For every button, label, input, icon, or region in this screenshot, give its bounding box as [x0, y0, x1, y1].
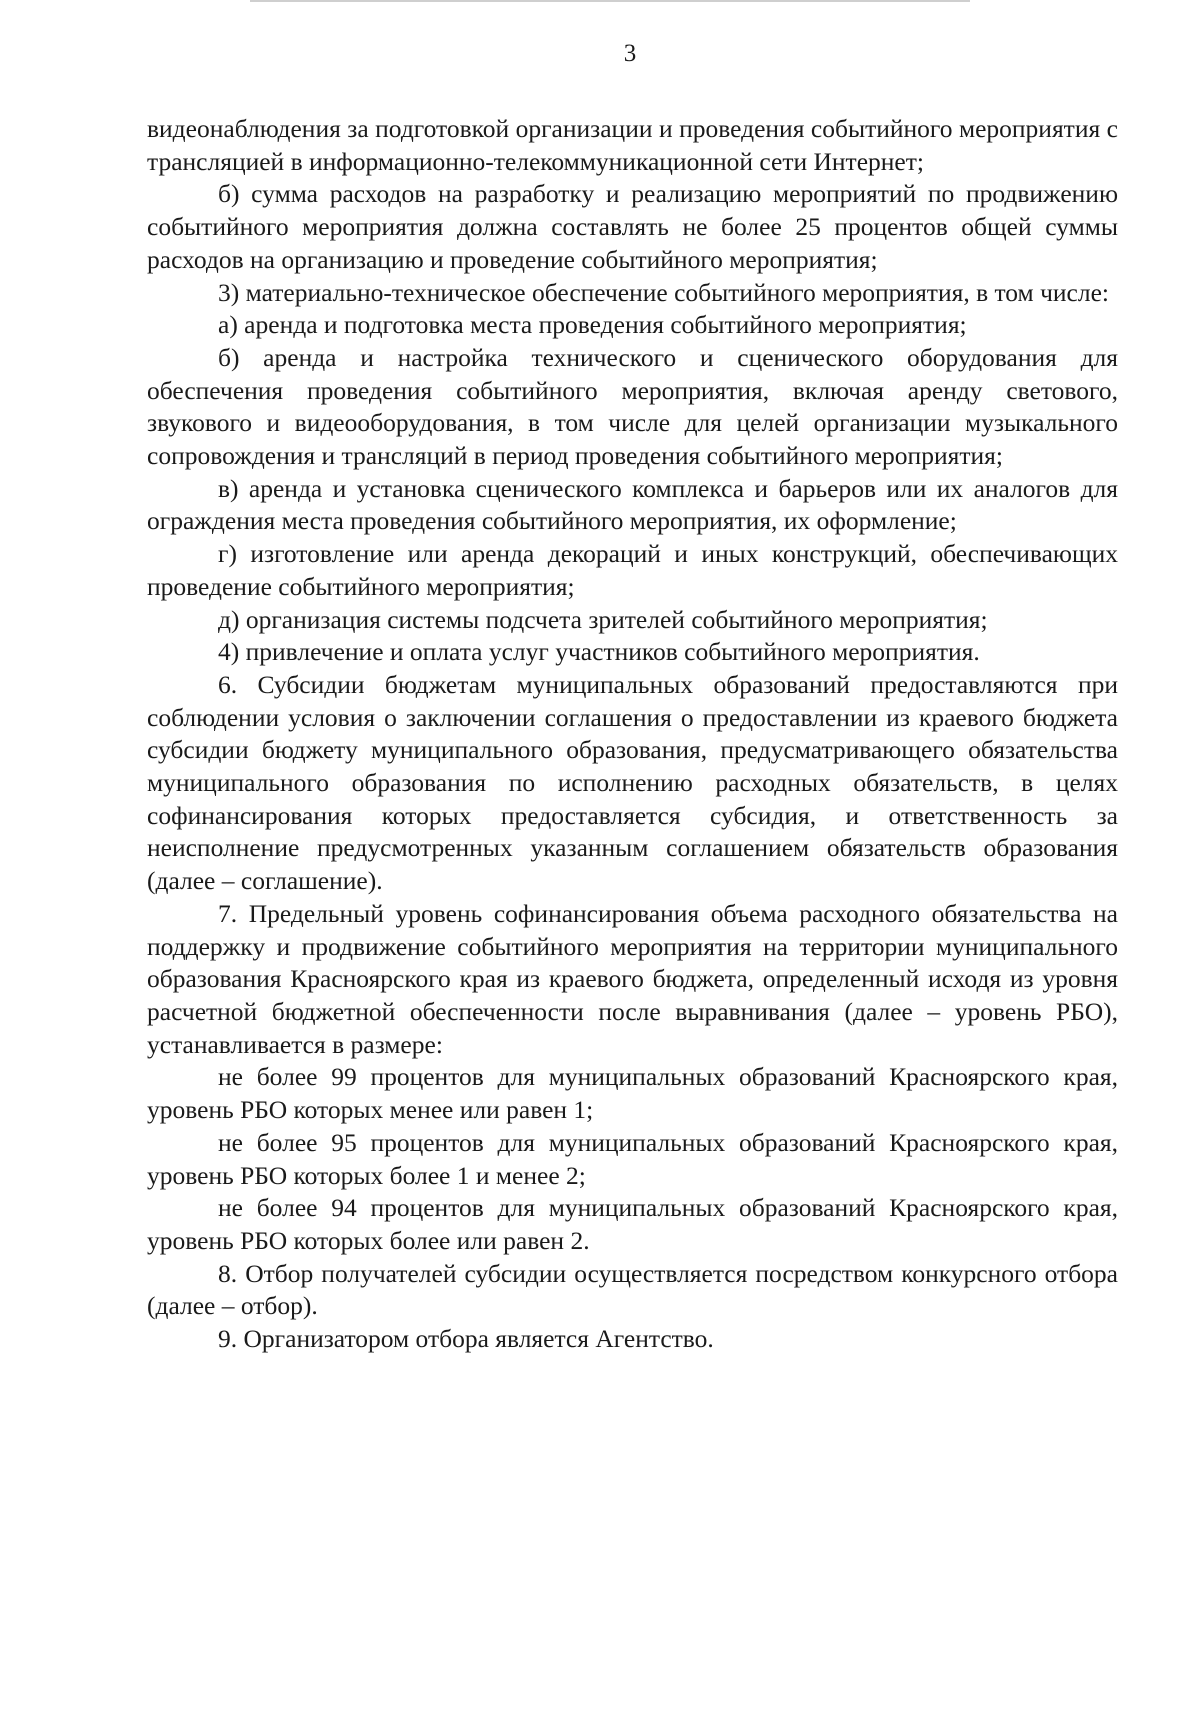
paragraph-item-4-participants: 4) привлечение и оплата услуг участников событийного мероприятия.: [218, 637, 980, 667]
paragraph-item-3-logistics: 3) материально-техническое обеспечение событийного мероприятия, в том числе:: [218, 277, 1109, 307]
paragraph-level-99: не более 99 процентов для муниципальных образований Красноярского края, уровень РБО которых менее или равен 1;: [147, 1062, 1118, 1125]
page-number: 3: [623, 40, 637, 67]
paragraph-section-9: 9. Организатором отбора является Агентство.: [218, 1324, 714, 1354]
paragraph-item-b-promotion: б) сумма расходов на разработку и реализацию мероприятий по продвижению событийного мероприятия должна составлять не более 25 процентов общей суммы расходов на организацию и проведение событийного мероприятия;: [147, 179, 1118, 274]
paragraph-item-b-equipment: б) аренда и настройка технического и сценического оборудования для обеспечения проведения событийного мероприятия, включая аренду светового, звукового и видеооборудования, в том числе для целей организации музыкального сопровождения и трансляций в период проведения событийного мероприятия;: [147, 342, 1118, 471]
paragraph-section-7: 7. Предельный уровень софинансирования объема расходного обязательства на поддержку и продвижение событийного мероприятия на территории муниципального образования Красноярского края из краевого бюджета, определенный исходя из уровня расчетной бюджетной обеспеченности после выравнивания (далее – уровень РБО), устанавливается в размере:: [147, 898, 1118, 1059]
paragraph-level-95: не более 95 процентов для муниципальных образований Красноярского края, уровень РБО которых более 1 и менее 2;: [147, 1127, 1118, 1190]
paragraph-level-94: не более 94 процентов для муниципальных образований Красноярского края, уровень РБО которых более или равен 2.: [147, 1193, 1118, 1255]
paragraph-section-8: 8. Отбор получателей субсидии осуществляется посредством конкурсного отбора (далее – отбор).: [147, 1258, 1118, 1321]
paragraph-item-a-venue: а) аренда и подготовка места проведения событийного мероприятия;: [218, 310, 967, 340]
paragraph-continuation: видеонаблюдения за подготовкой организации и проведения событийного мероприятия с трансляцией в информационно-телекоммуникационной сети Интернет;: [147, 114, 1118, 176]
paragraph-item-d-counting: д) организация системы подсчета зрителей событийного мероприятия;: [218, 604, 988, 634]
paragraph-section-6: 6. Субсидии бюджетам муниципальных образований предоставляются при соблюдении условия о заключении соглашения о предоставлении из краевого бюджета субсидии бюджету муниципального образования, предусматривающего обязательства муниципального образования по исполнению расходных обязательств, в целях софинансирования которых предоставляется субсидия, и ответственность за неисполнение предусмотренных указанным соглашением обязательств образования (далее – соглашение).: [147, 669, 1118, 896]
scan-top-edge: [250, 0, 970, 2]
paragraph-item-v-stage: в) аренда и установка сценического комплекса и барьеров или их аналогов для ограждения места проведения событийного мероприятия, их оформление;: [147, 473, 1118, 536]
paragraph-item-g-decorations: г) изготовление или аренда декораций и иных конструкций, обеспечивающих проведение событийного мероприятия;: [147, 539, 1118, 601]
document-body: [147, 113, 1118, 1356]
